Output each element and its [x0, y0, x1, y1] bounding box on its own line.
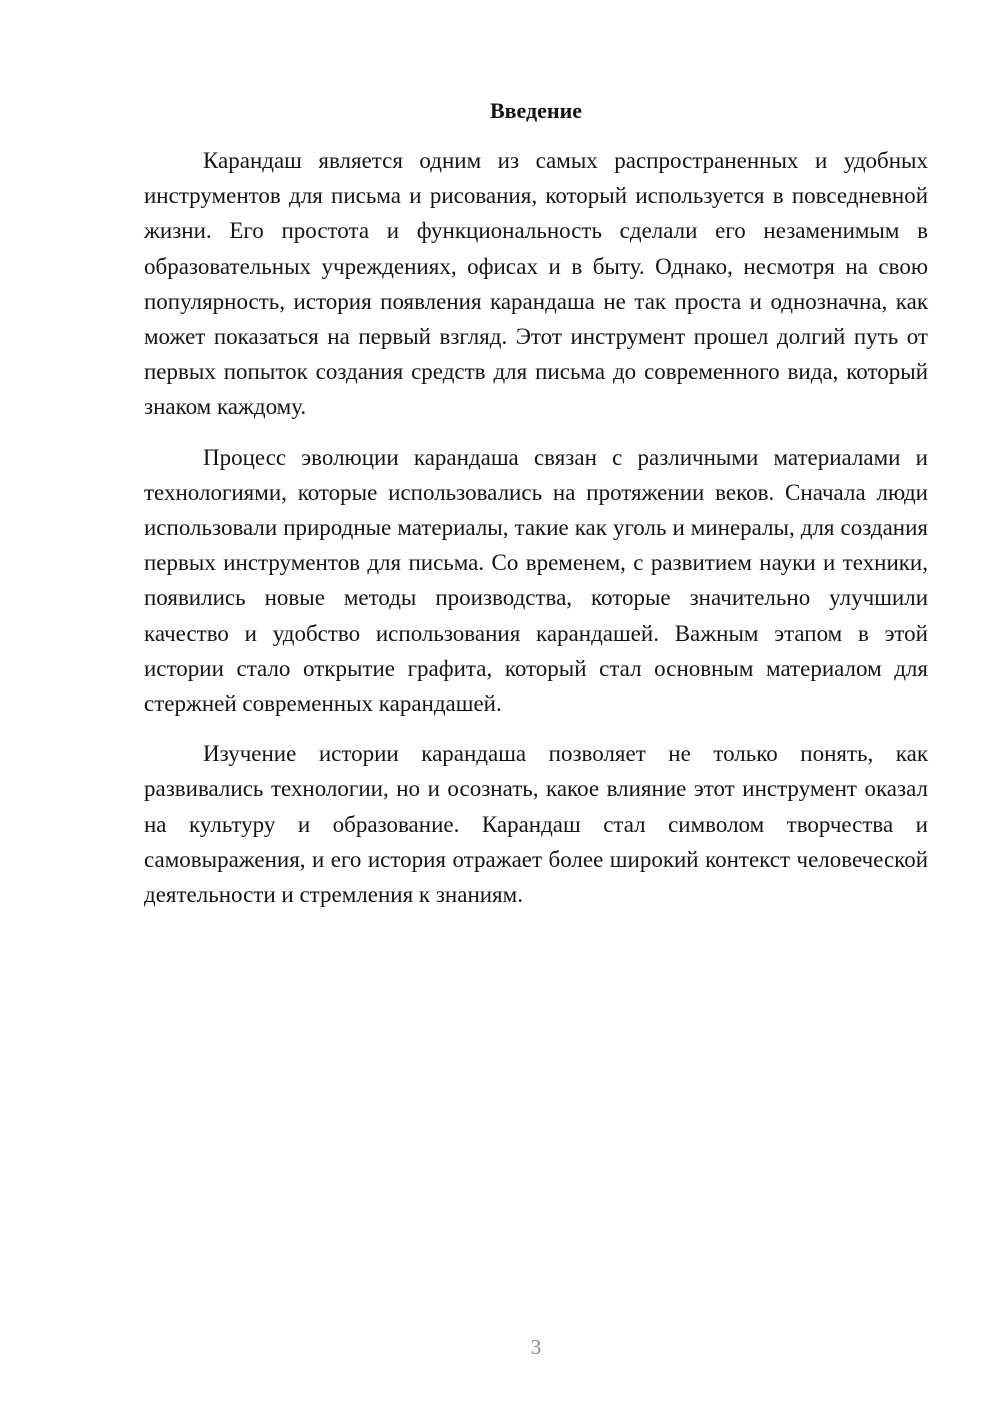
paragraph-1: Карандаш является одним из самых распространенных и удобных инструментов для письма и рисования, который используется в повседневной жизни. Его простота и функциональность сделали его незаменимым в образовательных учреждениях, офисах и в быту. Однако, несмотря на свою популярность, история появления карандаша не так проста и однозначна, как может показаться на первый взгляд. Этот инструмент прошел долгий путь от первых попыток создания средств для письма до современного вида, который знаком каждому.	[144, 148, 928, 420]
paragraph-3: Изучение истории карандаша позволяет не только понять, как развивались технологии, но и осознать, какое влияние этот инструмент оказал на культуру и образование. Карандаш стал символом творчества и самовыражения, и его история отражает более широкий контекст человеческой деятельности и стремления к знаниям.	[144, 741, 928, 908]
page-number: 3	[530, 1335, 542, 1359]
page-title: Введение	[489, 98, 583, 123]
paragraph-2: Процесс эволюции карандаша связан с различными материалами и технологиями, которые использовались на протяжении веков. Сначала люди использовали природные материалы, такие как уголь и минералы, для создания первых инструментов для письма. Со временем, с развитием науки и техники, появились новые методы производства, которые значительно улучшили качество и удобство использования карандашей. Важным этапом в этой истории стало открытие графита, который стал основным материалом для стержней современных карандашей.	[144, 444, 928, 717]
body-text	[144, 143, 928, 927]
